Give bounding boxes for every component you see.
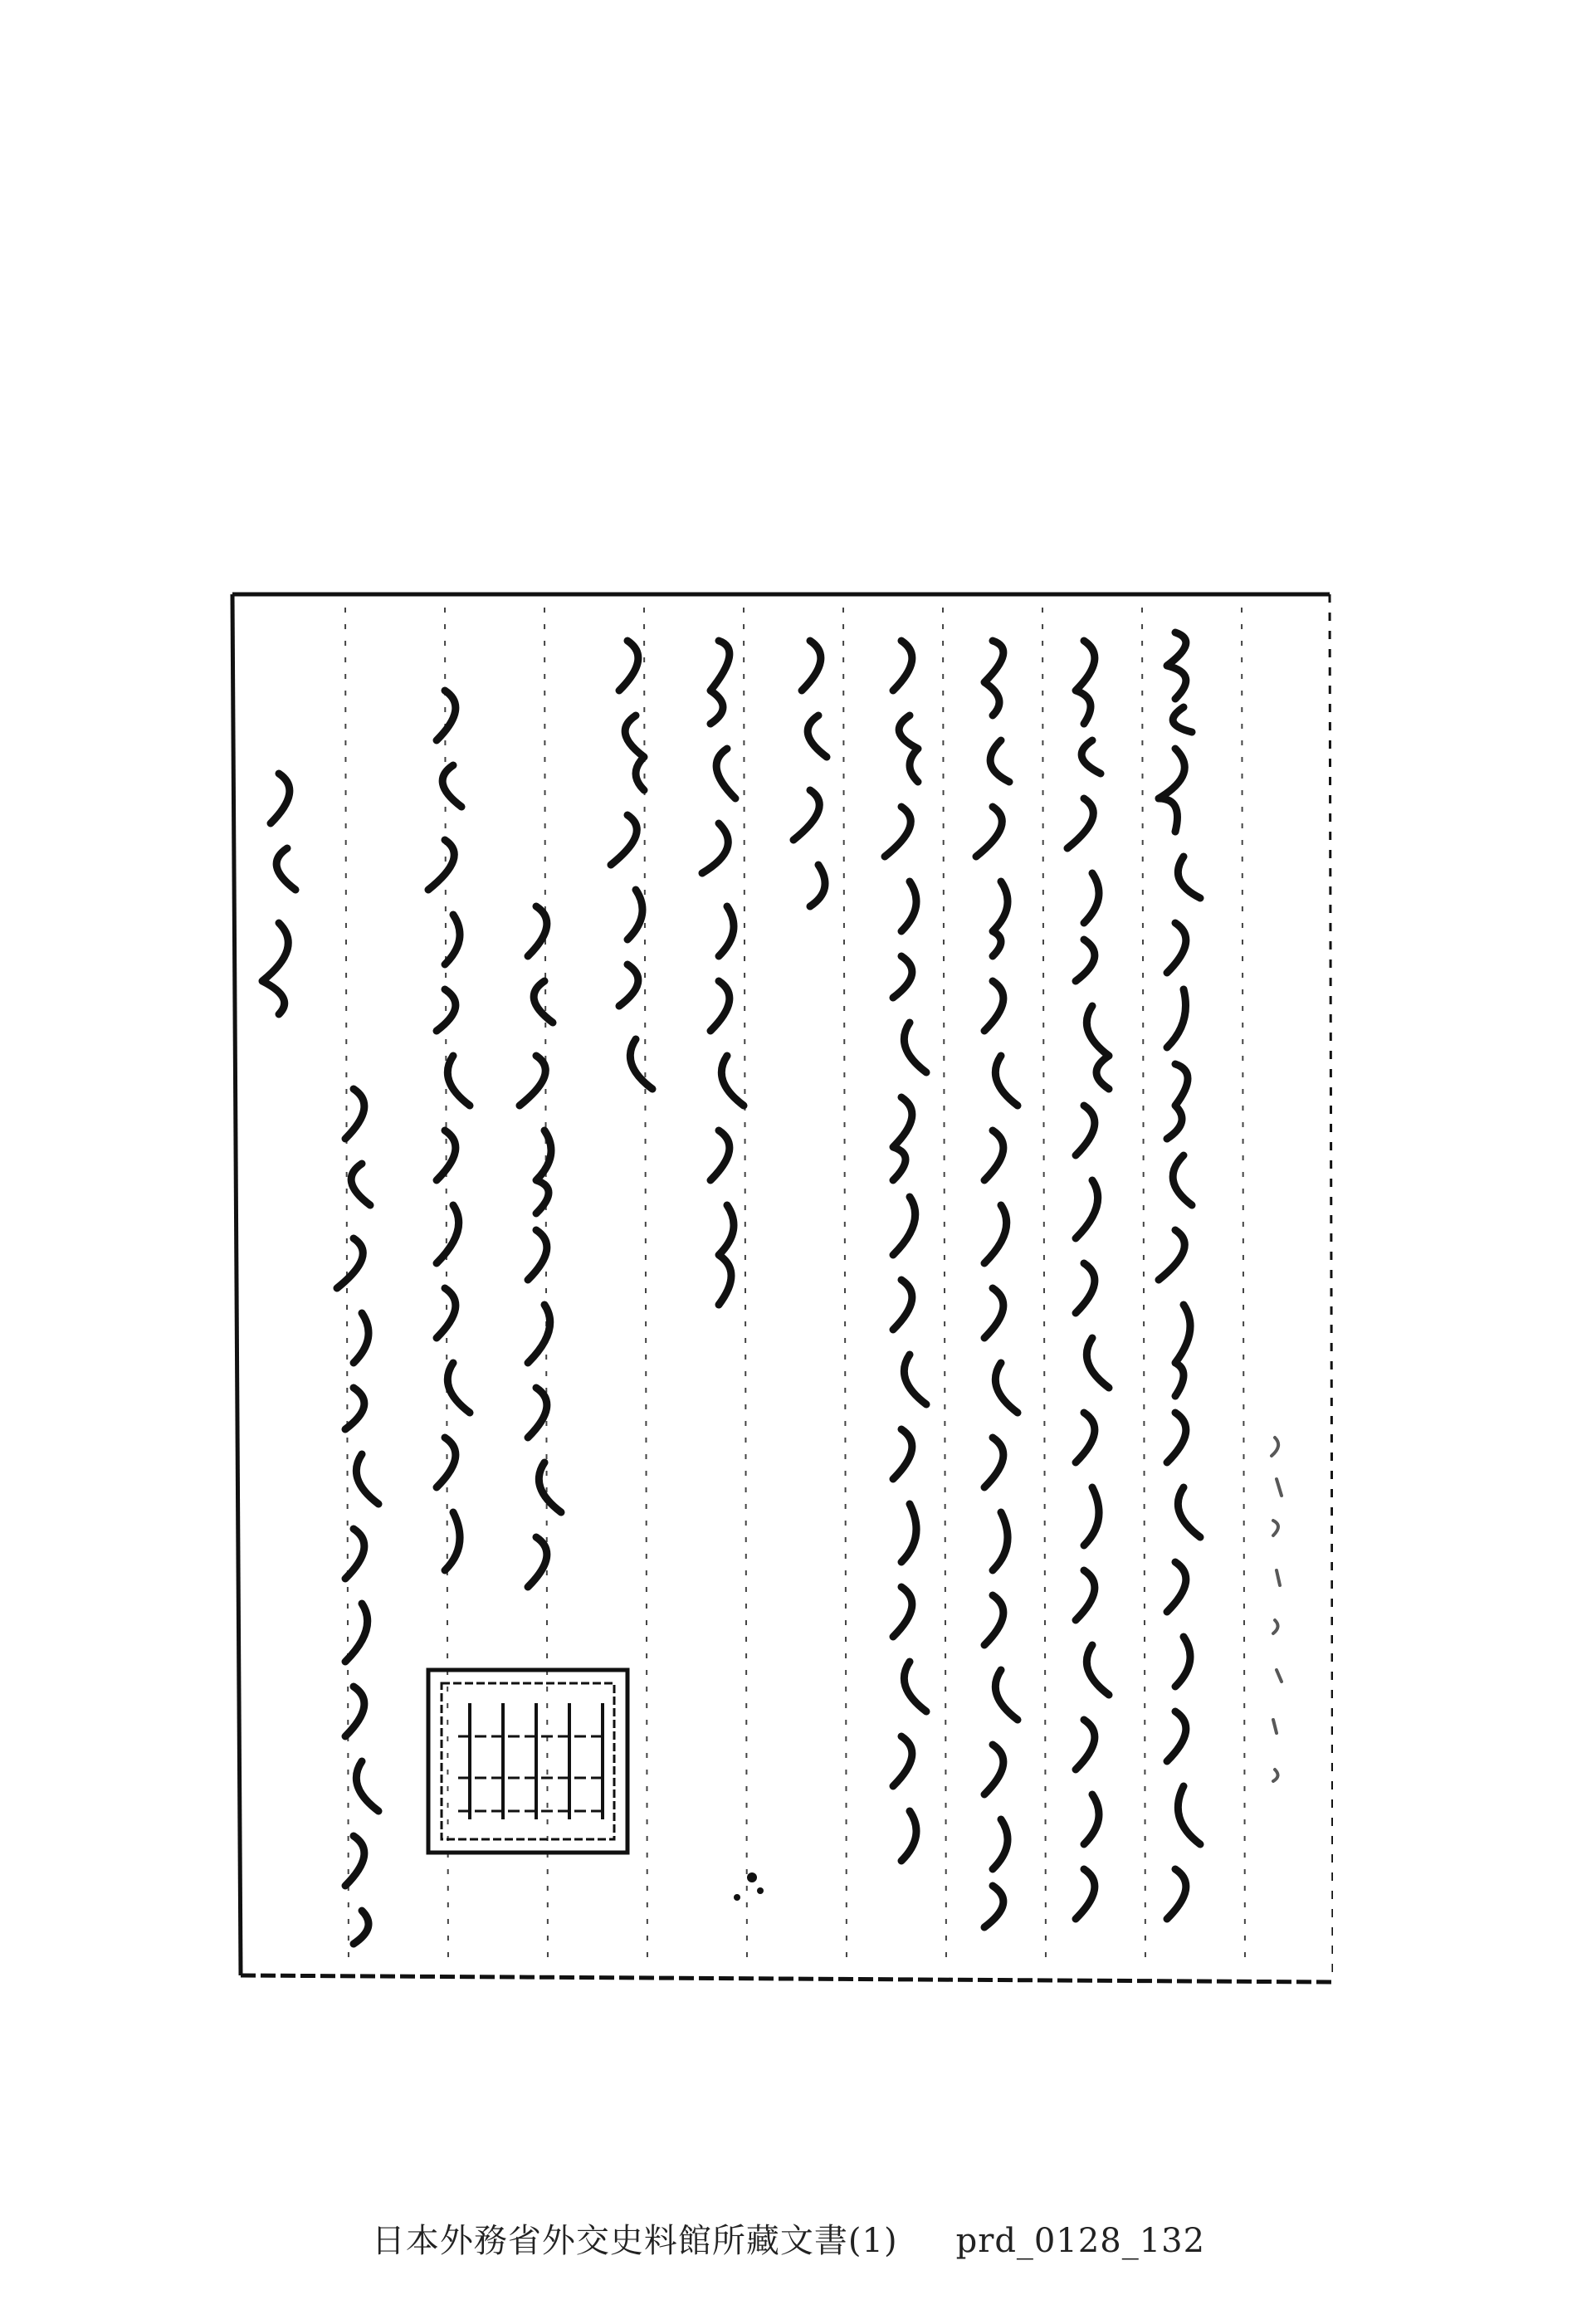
document-id: prd_0128_132 <box>955 2222 1206 2260</box>
page-footer <box>0 2214 1577 2262</box>
column-rules <box>345 608 1245 1969</box>
source-caption: 日本外務省外交史料館所藏文書(1) <box>371 2222 898 2260</box>
marginal-marks <box>734 1872 764 1901</box>
scanned-manuscript <box>229 591 1333 1985</box>
seal-stamp-icon <box>428 1670 627 1853</box>
handwritten-text <box>262 632 1282 1944</box>
